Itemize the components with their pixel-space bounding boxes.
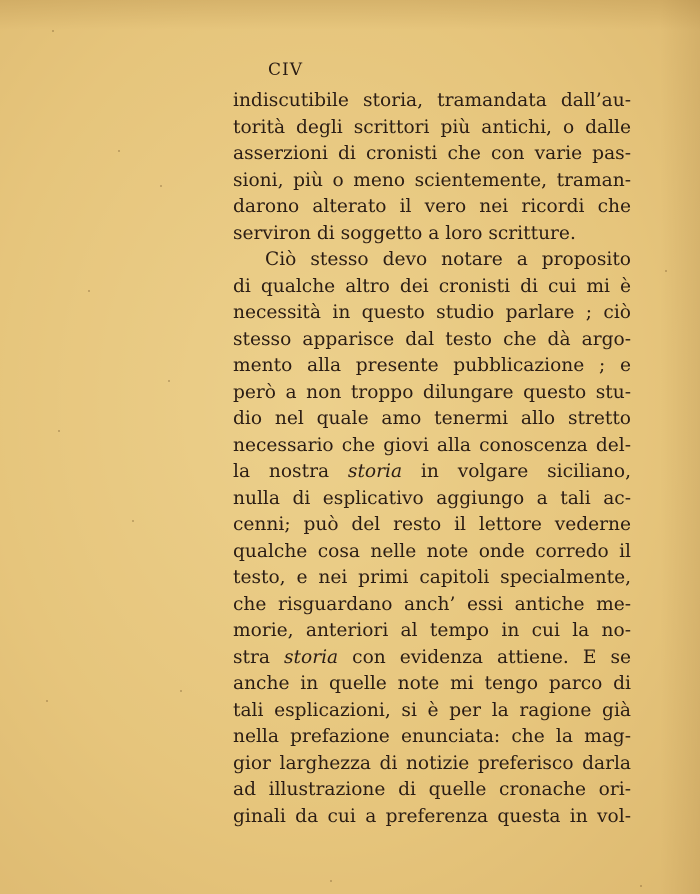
- text-line: dio nel quale amo tenermi allo stretto: [233, 408, 631, 429]
- text-line: Ciò stesso devo notare a proposito: [265, 249, 631, 270]
- paper-speck: [52, 30, 54, 32]
- text-line: di qualche altro dei cronisti di cui mi è: [233, 275, 631, 297]
- text-line: indiscutibile storia, tramandata dall’au-: [233, 90, 631, 111]
- text-line: tali esplicazioni, si è per la ragione già: [233, 699, 631, 721]
- paper-speck: [160, 185, 162, 187]
- text-segment: la nostra: [233, 461, 348, 482]
- text-line: nella prefazione enunciata: che la mag-: [233, 726, 631, 747]
- text-line: sioni, più o meno scientemente, traman-: [233, 169, 631, 191]
- text-line: [233, 645, 631, 672]
- page-edge-shading: [660, 0, 700, 894]
- italic-word: storia: [347, 461, 403, 482]
- text-line: testo, e nei primi capitoli specialmente,: [233, 567, 631, 588]
- text-line: necessità in questo studio parlare ; ciò: [233, 302, 631, 323]
- text-line: però a non troppo dilungare questo stu-: [233, 381, 631, 403]
- text-line: serviron di soggetto a loro scritture.: [233, 222, 576, 244]
- text-line: morie, anteriori al tempo in cui la no-: [233, 620, 631, 641]
- page-number: CIV: [268, 60, 303, 80]
- paper-speck: [88, 290, 90, 292]
- text-line: mento alla presente pubblicazione ; e: [233, 355, 631, 376]
- paper-speck: [118, 150, 120, 152]
- page-top-shading: [0, 0, 700, 30]
- paper-speck: [168, 380, 170, 382]
- paper-speck: [330, 880, 332, 882]
- body-text: [233, 88, 631, 830]
- paper-speck: [665, 270, 667, 272]
- text-line: asserzioni di cronisti che con varie pas-: [233, 143, 631, 164]
- text-line: che risguardano anch’ essi antiche me-: [233, 593, 631, 615]
- text-segment: con evidenza attiene. E se: [338, 646, 631, 668]
- text-line: anche in quelle note mi tengo parco di: [233, 673, 631, 694]
- italic-word: storia: [284, 646, 339, 668]
- text-line: ad illustrazione di quelle cronache ori-: [233, 779, 631, 800]
- text-line: [233, 459, 631, 486]
- text-line: cenni; può del resto il lettore vederne: [233, 514, 631, 535]
- paper-speck: [46, 700, 48, 702]
- text-segment: in volgare siciliano,: [402, 461, 631, 482]
- paper-speck: [132, 520, 134, 522]
- text-segment: stra: [233, 646, 284, 668]
- paper-speck: [58, 430, 60, 432]
- paper-speck: [640, 885, 642, 887]
- text-line: qualche cosa nelle note onde corredo il: [233, 540, 631, 562]
- text-line: stesso apparisce dal testo che dà argo-: [233, 328, 631, 350]
- text-line: nulla di esplicativo aggiungo a tali ac-: [233, 487, 631, 509]
- text-line: gior larghezza di notizie preferisco darla: [233, 752, 631, 774]
- text-line: necessario che giovi alla conoscenza del-: [233, 434, 631, 456]
- text-line: darono alterato il vero nei ricordi che: [233, 196, 631, 217]
- text-line: ginali da cui a preferenza questa in vol-: [233, 805, 631, 827]
- paper-speck: [180, 690, 182, 692]
- text-line: torità degli scrittori più antichi, o dalle: [233, 116, 631, 138]
